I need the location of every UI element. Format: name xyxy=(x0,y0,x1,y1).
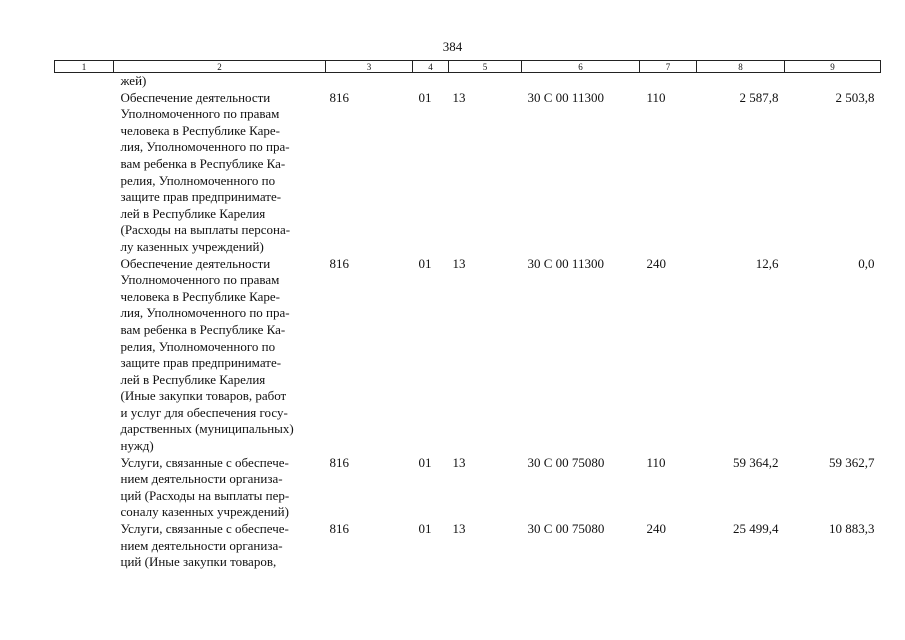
row-name: Услуги, связанные с обеспече- нием деятельности организа- ций (Иные закупки товаров, xyxy=(120,521,289,570)
amount-2: 10 883,3 xyxy=(829,521,875,537)
ministry-code: 816 xyxy=(329,454,349,470)
column-header-7: 7 xyxy=(640,61,697,73)
ministry-code: 816 xyxy=(329,255,349,271)
amount-2: 2 503,8 xyxy=(835,89,875,105)
row-name: Обеспечение деятельности Уполномоченного по правам человека в Республике Каре- лия, Уполномоченного по пра- вам ребенка в Республике Ка- релия, Уполномоченного по защите прав предпринимате- лей в Республике Карелия (Иные закупки товаров, работ и услуг для обеспечения госу- дарственных (муниципальных) нужд) xyxy=(120,255,294,454)
expense-type: 110 xyxy=(646,89,666,105)
target-article: 30 С 00 75080 xyxy=(527,454,605,470)
section-code: 01 xyxy=(418,255,432,271)
section-code: 01 xyxy=(418,454,432,470)
column-header-9: 9 xyxy=(785,61,881,73)
continuation-text: жей) xyxy=(120,73,147,88)
table-row xyxy=(55,256,881,455)
amount-1: 2 587,8 xyxy=(739,89,779,105)
amount-1: 25 499,4 xyxy=(733,521,779,537)
page-number: 384 xyxy=(442,39,463,54)
expense-type: 240 xyxy=(646,255,666,271)
table-row xyxy=(55,521,881,571)
subsection-code: 13 xyxy=(452,255,466,271)
target-article: 30 С 00 75080 xyxy=(527,521,605,537)
ministry-code: 816 xyxy=(329,89,349,105)
section-code: 01 xyxy=(418,89,432,105)
table-row xyxy=(55,455,881,521)
target-article: 30 С 00 11300 xyxy=(527,89,604,105)
expense-type: 240 xyxy=(646,521,666,537)
section-code: 01 xyxy=(418,521,432,537)
amount-1: 12,6 xyxy=(755,255,779,271)
row-name: Услуги, связанные с обеспече- нием деятельности организа- ций (Расходы на выплаты пер- соналу казенных учреждений) xyxy=(120,454,290,520)
column-header-8: 8 xyxy=(697,61,785,73)
expense-type: 110 xyxy=(646,454,666,470)
amount-1: 59 364,2 xyxy=(733,454,779,470)
subsection-code: 13 xyxy=(452,89,466,105)
amount-2: 59 362,7 xyxy=(829,454,875,470)
column-header-6: 6 xyxy=(522,61,640,73)
amount-2: 0,0 xyxy=(858,255,875,271)
table-row xyxy=(55,90,881,256)
continuation-row xyxy=(55,73,881,90)
target-article: 30 С 00 11300 xyxy=(527,255,604,271)
column-header-4: 4 xyxy=(413,61,449,73)
subsection-code: 13 xyxy=(452,454,466,470)
budget-table xyxy=(54,60,881,571)
column-header-1: 1 xyxy=(55,61,114,73)
ministry-code: 816 xyxy=(329,521,349,537)
header-row xyxy=(55,61,881,73)
subsection-code: 13 xyxy=(452,521,466,537)
row-name: Обеспечение деятельности Уполномоченного по правам человека в Республике Каре- лия, Уполномоченного по пра- вам ребенка в Республике Ка- релия, Уполномоченного по защите прав предпринимате- лей в Республике Карелия (Расходы на выплаты персона- лу казенных учреждений) xyxy=(120,89,291,254)
column-header-3: 3 xyxy=(326,61,413,73)
column-header-2: 2 xyxy=(114,61,326,73)
column-header-5: 5 xyxy=(449,61,522,73)
